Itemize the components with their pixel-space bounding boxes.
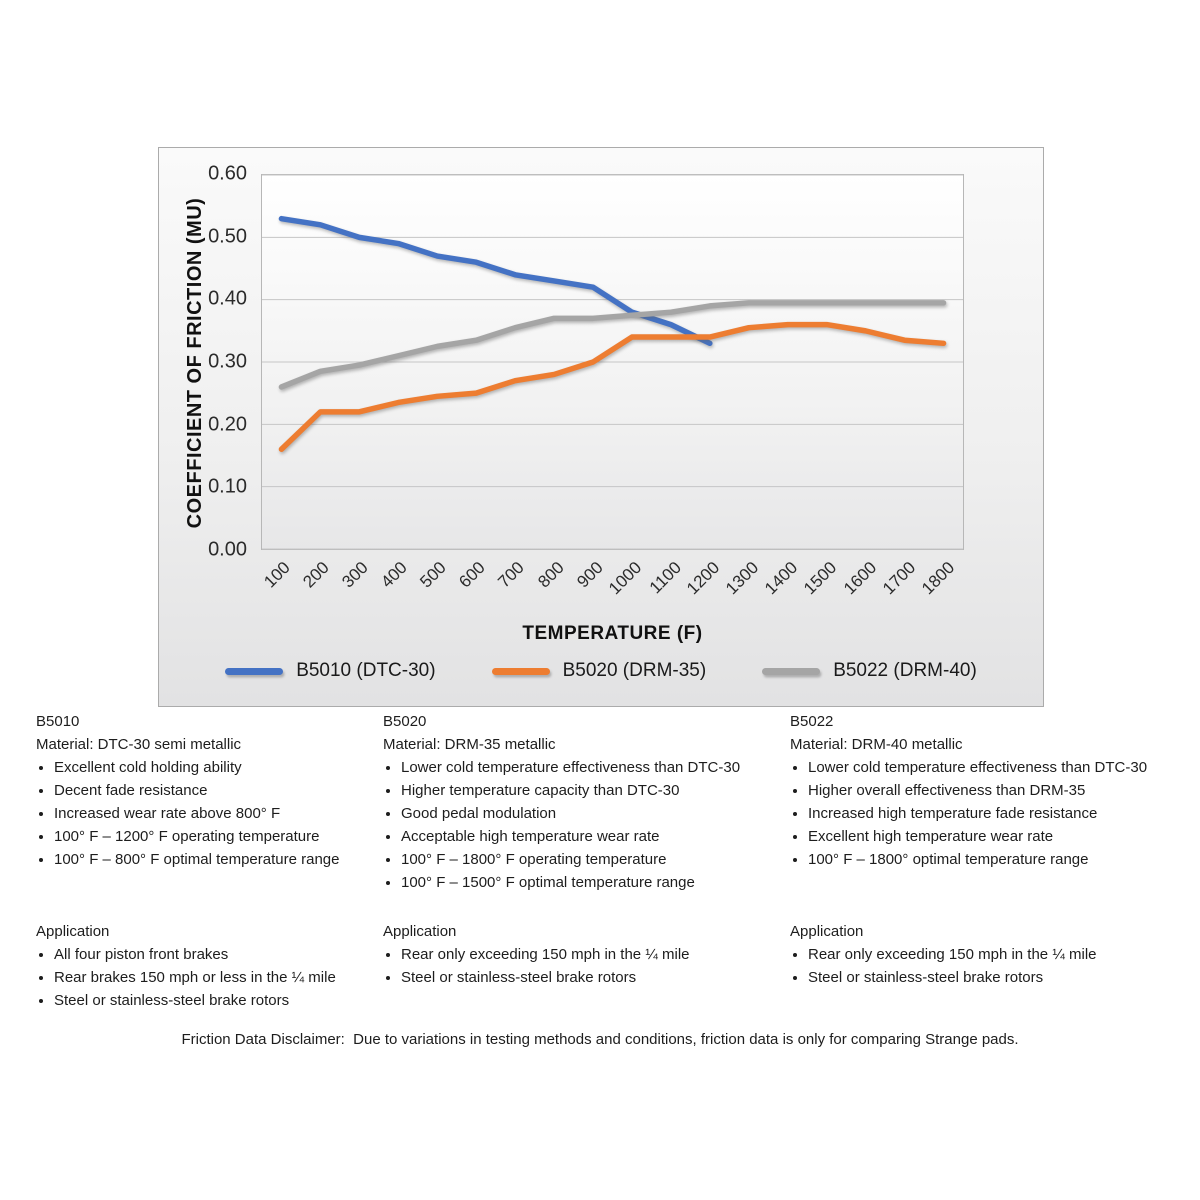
series-line-B5020 (DRM-35) — [281, 325, 943, 450]
spec-block — [36, 710, 383, 920]
spec-bullet: • Increased wear rate above 800° F — [54, 802, 383, 825]
application-bullet: • Steel or stainless-steel brake rotors — [54, 989, 383, 1012]
legend-item — [762, 660, 977, 682]
application-bullet-list — [790, 943, 1186, 989]
x-tick-label: 1500 — [800, 558, 841, 599]
application-block — [383, 920, 790, 989]
legend-line-swatch — [225, 668, 283, 675]
spec-bullet: • 100° F – 800° F optimal temperature range — [54, 848, 383, 871]
material-line: Material: DRM-40 metallic — [790, 736, 963, 753]
x-tick-label: 900 — [572, 558, 607, 592]
legend-label: B5020 (DRM-35) — [562, 660, 707, 681]
y-tick-label: 0.30 — [208, 350, 247, 373]
x-tick-label: 1200 — [683, 558, 724, 599]
y-tick-label: 0.50 — [208, 225, 247, 248]
spec-bullet: • Good pedal modulation — [401, 802, 790, 825]
application-block — [790, 920, 1186, 989]
spec-bullet: • Increased high temperature fade resistance — [808, 802, 1186, 825]
spec-block — [383, 710, 790, 920]
product-code: B5020 — [383, 713, 427, 730]
x-tick-label: 1100 — [645, 558, 685, 598]
spec-bullet: • Acceptable high temperature wear rate — [401, 825, 790, 848]
legend-item — [225, 660, 435, 682]
application-bullet: • Rear brakes 150 mph or less in the ¼ mile — [54, 966, 383, 989]
spec-bullet: • 100° F – 1500° F optimal temperature range — [401, 871, 790, 894]
chart-legend — [159, 660, 1043, 682]
x-tick-label: 1400 — [761, 558, 802, 599]
spec-bullet: • 100° F – 1800° F operating temperature — [401, 848, 790, 871]
x-tick-label: 300 — [338, 558, 373, 592]
product-column-B5022 — [790, 710, 1186, 1012]
x-axis-tick-labels — [261, 558, 964, 628]
spec-bullet: • 100° F – 1800° optimal temperature range — [808, 848, 1186, 871]
x-tick-label: 500 — [416, 558, 451, 592]
application-bullet: • Steel or stainless-steel brake rotors — [808, 966, 1186, 989]
x-tick-label: 1600 — [839, 558, 880, 599]
y-tick-label: 0.10 — [208, 475, 247, 498]
application-bullet: • All four piston front brakes — [54, 943, 383, 966]
spec-bullet-list — [36, 756, 383, 871]
x-tick-label: 1000 — [605, 558, 646, 599]
y-tick-label: 0.00 — [208, 538, 247, 561]
x-tick-label: 800 — [533, 558, 568, 592]
x-tick-label: 400 — [377, 558, 412, 592]
y-tick-label: 0.20 — [208, 413, 247, 436]
product-column-B5020 — [383, 710, 790, 1012]
application-bullet: • Steel or stainless-steel brake rotors — [401, 966, 790, 989]
spec-bullet: • Lower cold temperature effectiveness than DTC-30 — [808, 756, 1186, 779]
x-tick-label: 700 — [494, 558, 529, 592]
material-line: Material: DTC-30 semi metallic — [36, 736, 242, 753]
legend-item — [492, 660, 707, 682]
spec-bullet: • Lower cold temperature effectiveness than DTC-30 — [401, 756, 790, 779]
legend-label: B5010 (DTC-30) — [296, 660, 436, 681]
product-code: B5010 — [36, 713, 80, 730]
y-axis-title: COEFFICIENT OF FRICTION (MU) — [184, 197, 206, 529]
product-column-B5010 — [36, 710, 383, 1012]
spec-block — [790, 710, 1186, 920]
application-heading: Application — [383, 923, 457, 940]
spec-bullet-list — [790, 756, 1186, 871]
application-heading: Application — [790, 923, 864, 940]
material-line: Material: DRM-35 metallic — [383, 736, 556, 753]
spec-bullet: • Excellent cold holding ability — [54, 756, 383, 779]
x-tick-label: 600 — [455, 558, 490, 592]
product-code: B5022 — [790, 713, 834, 730]
chart-canvas — [262, 175, 963, 549]
spec-bullet: • Decent fade resistance — [54, 779, 383, 802]
friction-chart — [158, 147, 1044, 707]
x-axis-title: TEMPERATURE (F) — [522, 623, 703, 644]
legend-line-swatch — [762, 668, 820, 675]
product-spec-columns — [36, 710, 1186, 1012]
application-bullet: • Rear only exceeding 150 mph in the ¼ mile — [401, 943, 790, 966]
application-bullet: • Rear only exceeding 150 mph in the ¼ mile — [808, 943, 1186, 966]
spec-bullet: • Higher overall effectiveness than DRM-35 — [808, 779, 1186, 802]
spec-bullet: • 100° F – 1200° F operating temperature — [54, 825, 383, 848]
spec-bullet-list — [383, 756, 790, 894]
x-tick-label: 1700 — [878, 558, 919, 599]
legend-line-swatch — [492, 668, 550, 675]
series-line-B5022 (DRM-40) — [281, 303, 943, 387]
application-bullet-list — [36, 943, 383, 1012]
x-tick-label: 1800 — [917, 558, 958, 599]
spec-bullet: • Excellent high temperature wear rate — [808, 825, 1186, 848]
application-block — [36, 920, 383, 1012]
x-tick-label: 200 — [299, 558, 334, 592]
legend-label: B5022 (DRM-40) — [833, 660, 977, 681]
spec-bullet: • Higher temperature capacity than DTC-30 — [401, 779, 790, 802]
x-tick-label: 1300 — [722, 558, 763, 599]
plot-area — [261, 174, 964, 550]
y-axis-tick-labels — [159, 162, 255, 561]
y-tick-label: 0.60 — [208, 162, 247, 185]
application-bullet-list — [383, 943, 790, 989]
application-heading: Application — [36, 923, 110, 940]
x-tick-label: 100 — [260, 558, 294, 592]
friction-data-disclaimer: Friction Data Disclaimer: Due to variations in testing methods and conditions, friction data is only for comparing Strange pads. — [181, 1031, 1019, 1048]
y-tick-label: 0.40 — [208, 287, 247, 310]
